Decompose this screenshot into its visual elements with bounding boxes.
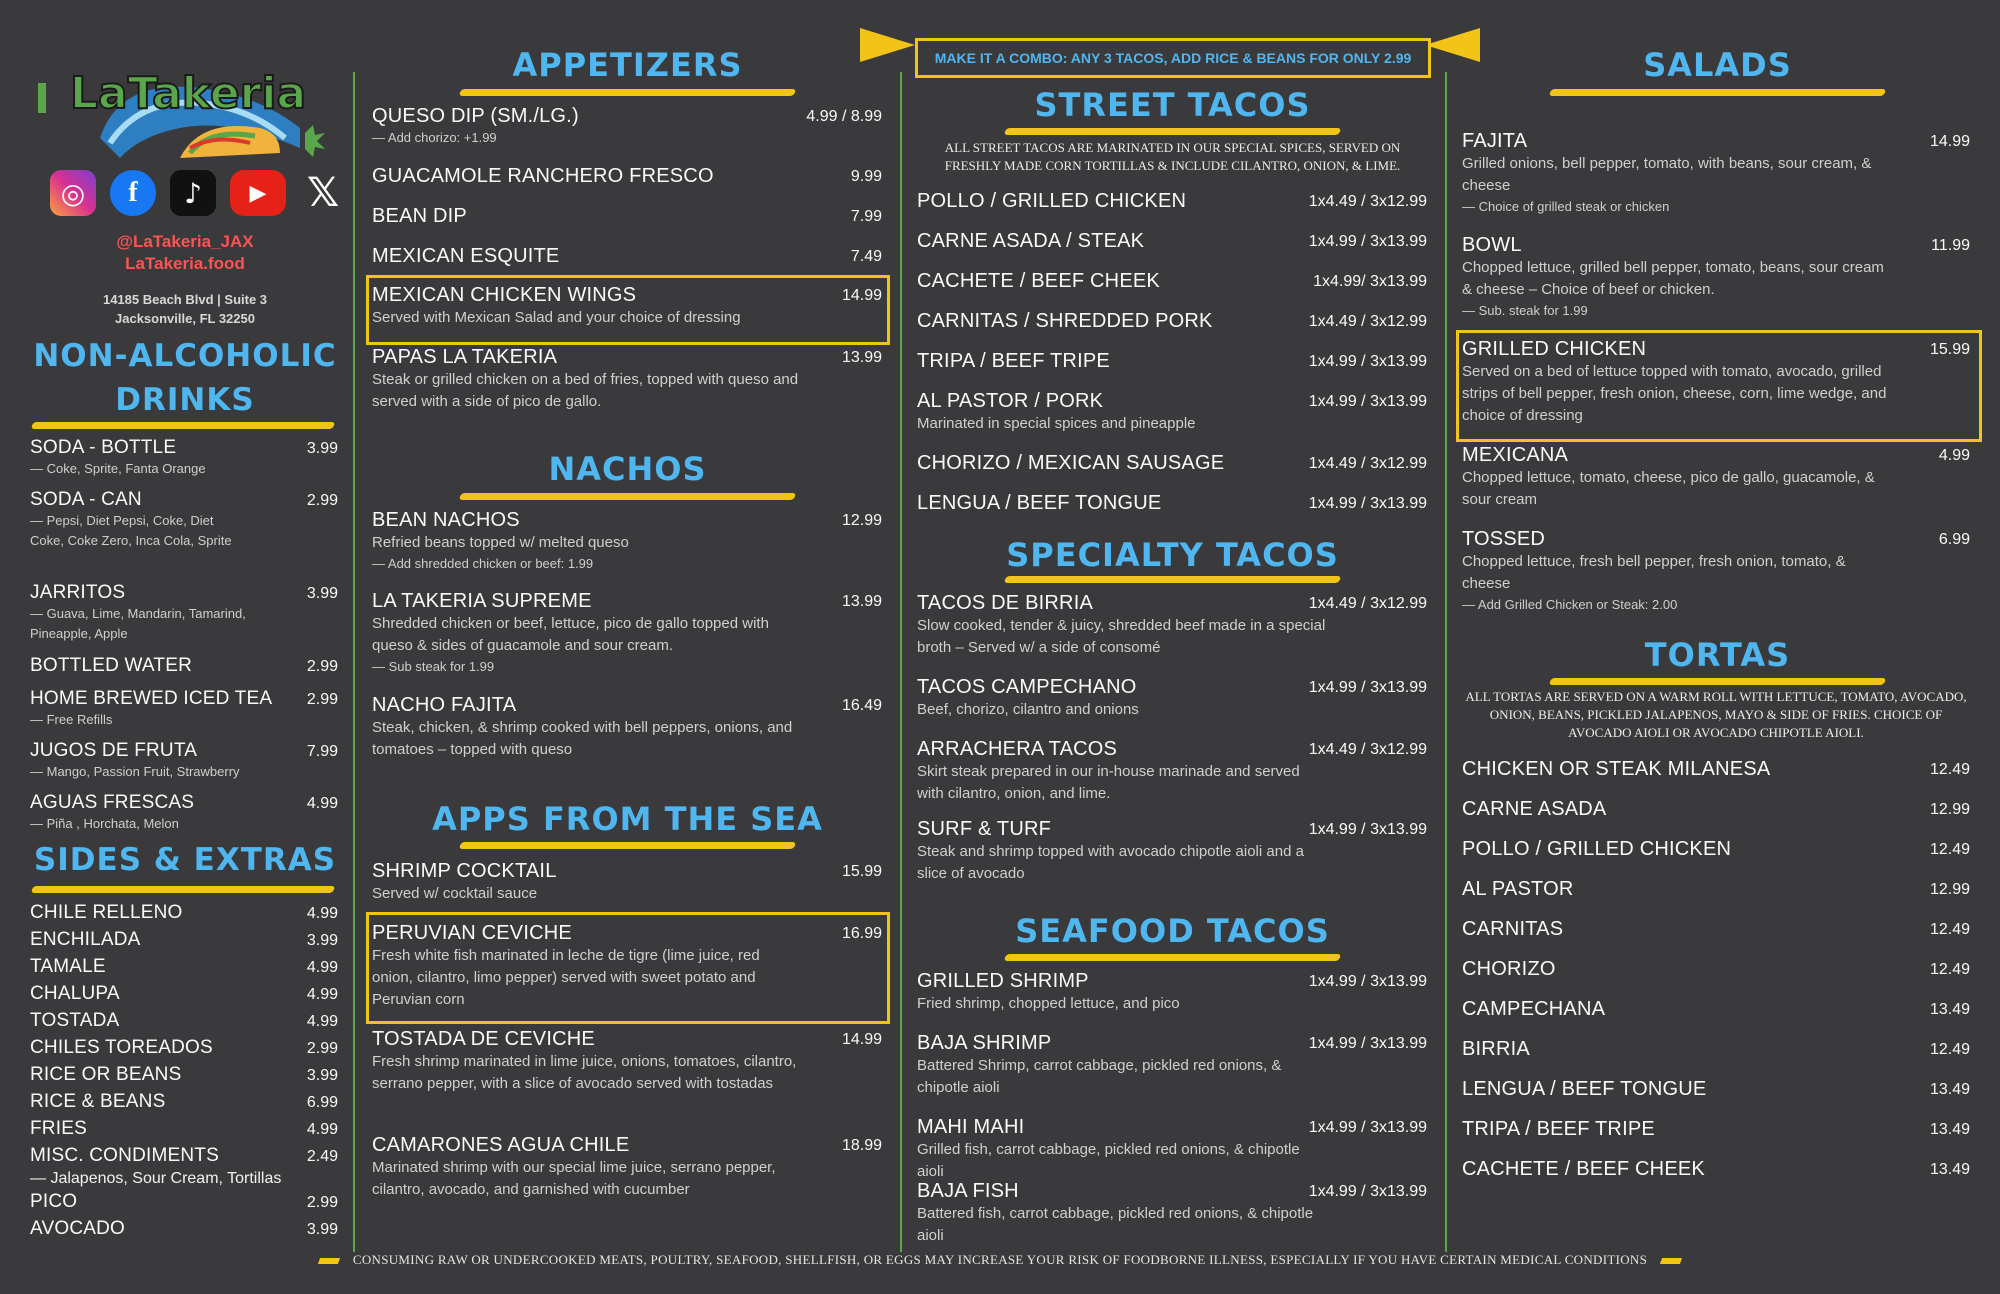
item-price: 1x4.99 / 3x13.99 [1308, 353, 1427, 370]
social-handle[interactable]: @LaTakeria_JAX [116, 232, 254, 251]
menu-item [917, 350, 1427, 373]
street-tacos-blurb: ALL STREET TACOS ARE MARINATED IN OUR SPECIAL SPICES, SERVED ON FRESHLY MADE CORN TORTILLAS & INCLUDE CILANTRO, ONION, & LIME. [944, 140, 1401, 173]
item-description: Served on a bed of lettuce topped with tomato, avocado, grilled strips of bell pepper, fresh onion, cheese, corn, lime wedge, and choice of dressing [1462, 363, 1887, 424]
item-name: CACHETE / BEEF CHEEK [1462, 1158, 1705, 1180]
item-name: JARRITOS [30, 582, 126, 603]
item-name: TOSSED [1462, 528, 1546, 550]
item-price: 2.99 [306, 1040, 338, 1057]
item-price: 7.99 [306, 743, 338, 760]
item-price: 1x4.49 / 3x12.99 [1308, 595, 1427, 612]
item-name: TACOS DE BIRRIA [917, 592, 1093, 614]
menu-item [1462, 798, 1970, 821]
menu-item [1462, 1158, 1970, 1181]
menu-item [917, 1116, 1427, 1183]
item-note: — Coke, Sprite, Fanta Orange [30, 461, 206, 476]
item-name: AGUAS FRESCAS [30, 792, 195, 813]
item-name: GRILLED SHRIMP [917, 970, 1089, 992]
item-price: 1x4.99 / 3x13.99 [1308, 233, 1427, 250]
menu-item [917, 270, 1427, 293]
item-price: 1x4.99 / 3x13.99 [1308, 679, 1427, 696]
item-name: GRILLED CHICKEN [1462, 338, 1647, 360]
menu-item [917, 190, 1427, 213]
menu-item [917, 738, 1427, 805]
item-name: CARNE ASADA [1462, 798, 1607, 820]
menu-item [30, 929, 338, 951]
menu-item [917, 390, 1427, 435]
menu-item [30, 983, 338, 1005]
item-price: 1x4.49 / 3x12.99 [1308, 313, 1427, 330]
item-price: 9.99 [850, 168, 882, 185]
heading-underline [1004, 954, 1342, 961]
item-price: 12.49 [1929, 961, 1970, 978]
menu-item [30, 437, 338, 479]
item-description: Beef, chorizo, cilantro and onions [917, 701, 1139, 718]
item-price: 12.49 [1929, 1041, 1970, 1058]
website-link[interactable]: LaTakeria.food [125, 254, 245, 273]
item-name: CHICKEN OR STEAK MILANESA [1462, 758, 1771, 780]
item-name: TOSTADA DE CEVICHE [372, 1028, 595, 1050]
item-price: 1x4.99 / 3x13.99 [1308, 1119, 1427, 1136]
item-name: CHORIZO / MEXICAN SAUSAGE [917, 452, 1225, 474]
item-price: 2.99 [306, 492, 338, 509]
item-price: 15.99 [1929, 341, 1970, 358]
la-takeria-logo [30, 58, 330, 168]
item-name: RICE OR BEANS [30, 1064, 182, 1085]
menu-item [30, 902, 338, 924]
item-name: JUGOS DE FRUTA [30, 740, 198, 761]
menu-item [917, 970, 1427, 1015]
item-price: 4.99 / 8.99 [806, 108, 882, 125]
item-price: 13.49 [1929, 1121, 1970, 1138]
item-name: BAJA SHRIMP [917, 1032, 1052, 1054]
item-name: CHILE RELLENO [30, 902, 183, 923]
menu-item [372, 1134, 882, 1201]
heading-underline [1549, 89, 1887, 96]
menu-item [917, 1180, 1427, 1247]
menu-item [30, 1064, 338, 1086]
menu-item [1462, 444, 1970, 511]
item-price: 18.99 [841, 1137, 882, 1154]
item-description: Battered Shrimp, carrot cabbage, pickled red onions, & chipotle aioli [917, 1057, 1282, 1096]
seafood-tacos-heading: SEAFOOD TACOS [1015, 912, 1330, 950]
item-name: CHILES TOREADOS [30, 1037, 213, 1058]
item-price: 1x4.99 / 3x13.99 [1308, 1183, 1427, 1200]
item-name: AL PASTOR [1462, 878, 1574, 900]
menu-item [30, 655, 338, 677]
item-price: 4.99 [306, 986, 338, 1003]
item-name: ENCHILADA [30, 929, 141, 950]
item-price: 16.99 [841, 925, 882, 942]
menu-item [917, 1032, 1427, 1099]
item-name: MAHI MAHI [917, 1116, 1025, 1138]
item-price: 3.99 [306, 440, 338, 457]
menu-item [917, 492, 1427, 515]
item-description: Chopped lettuce, tomato, cheese, pico de gallo, guacamole, & sour cream [1462, 469, 1875, 508]
highlight-box [366, 275, 890, 345]
menu-item [372, 509, 882, 574]
item-name: NACHO FAJITA [372, 694, 517, 716]
menu-item [1462, 234, 1970, 321]
menu-item [30, 1191, 338, 1213]
item-name: CARNE ASADA / STEAK [917, 230, 1145, 252]
combo-banner: MAKE IT A COMBO: ANY 3 TACOS, ADD RICE & BEANS FOR ONLY 2.99 [915, 38, 1431, 78]
item-name: TAMALE [30, 956, 106, 977]
heading-underline [459, 842, 797, 849]
item-name: ARRACHERA TACOS [917, 738, 1118, 760]
item-price: 13.49 [1929, 1081, 1970, 1098]
item-price: 1x4.49 / 3x12.99 [1308, 193, 1427, 210]
nachos-heading: NACHOS [548, 450, 707, 488]
drinks-heading: NON-ALCOHOLIC DRINKS [33, 338, 337, 418]
menu-item [372, 590, 882, 677]
salads-heading: SALADS [1643, 46, 1792, 84]
item-price: 15.99 [841, 863, 882, 880]
item-name: SODA - CAN [30, 489, 142, 510]
item-description: Steak or grilled chicken on a bed of fries, topped with queso and served with a side of pico de gallo. [372, 371, 799, 410]
menu-item [372, 105, 882, 148]
item-name: MISC. CONDIMENTS [30, 1145, 219, 1166]
item-price: 4.99 [306, 1121, 338, 1138]
item-price: 1x4.49 / 3x12.99 [1308, 741, 1427, 758]
item-price: 1x4.49 / 3x12.99 [1308, 455, 1427, 472]
menu-item [30, 1091, 338, 1113]
menu-item [1462, 838, 1970, 861]
menu-item [372, 245, 882, 268]
column-divider [353, 72, 355, 1252]
column-divider [900, 72, 902, 1252]
item-price: 12.99 [841, 512, 882, 529]
item-name: CAMPECHANA [1462, 998, 1606, 1020]
condiments-note: — Jalapenos, Sour Cream, Tortillas [30, 1170, 282, 1187]
item-price: 2.99 [306, 658, 338, 675]
item-name: BEAN NACHOS [372, 509, 520, 531]
item-price: 12.99 [1929, 801, 1970, 818]
menu-item [30, 1218, 338, 1240]
x-icon[interactable]: 𝕏 [306, 170, 340, 216]
item-price: 4.99 [306, 1013, 338, 1030]
item-note: — Piña , Horchata, Melon [30, 816, 179, 831]
item-name: CARNITAS / SHREDDED PORK [917, 310, 1213, 332]
item-name: LA TAKERIA SUPREME [372, 590, 592, 612]
item-description: — Add chorizo: +1.99 [372, 130, 497, 145]
menu-item [372, 1028, 882, 1095]
menu-item [917, 676, 1427, 721]
menu-item [917, 310, 1427, 333]
item-description: Served with Mexican Salad and your choice of dressing [372, 309, 741, 326]
svg-text:LaTakeria: LaTakeria [70, 68, 307, 119]
menu-item [1462, 1078, 1970, 1101]
item-price: 4.99 [306, 905, 338, 922]
item-price: 12.99 [1929, 881, 1970, 898]
item-description: Fresh shrimp marinated in lime juice, onions, tomatoes, cilantro, serrano pepper, with a slice of avocado served with tostadas [372, 1053, 797, 1092]
item-name: PICO [30, 1191, 78, 1212]
item-name: PAPAS LA TAKERIA [372, 346, 558, 368]
item-price: 7.99 [850, 208, 882, 225]
item-note: — Sub steak for 1.99 [372, 659, 495, 674]
item-name: SODA - BOTTLE [30, 437, 177, 458]
item-name: BAJA FISH [917, 1180, 1019, 1202]
item-price: 13.49 [1929, 1161, 1970, 1178]
item-description: Shredded chicken or beef, lettuce, pico de gallo topped with queso & sides of guacamole and sour cream. [372, 615, 769, 654]
item-name: BIRRIA [1462, 1038, 1530, 1060]
item-description: Steak and shrimp topped with avocado chipotle aioli and a slice of avocado [917, 843, 1304, 882]
menu-item [30, 740, 338, 782]
item-price: 14.99 [1929, 133, 1970, 150]
address-line1: 14185 Beach Blvd | Suite 3 [102, 292, 268, 307]
menu-item [1462, 878, 1970, 901]
facebook-icon[interactable]: f [110, 170, 156, 216]
menu-item [917, 230, 1427, 253]
item-name: CAMARONES AGUA CHILE [372, 1134, 630, 1156]
heading-underline [1549, 678, 1887, 685]
social-links [50, 170, 346, 216]
item-name: TACOS CAMPECHANO [917, 676, 1137, 698]
menu-item [30, 1010, 338, 1032]
item-name: CARNITAS [1462, 918, 1564, 940]
sides-heading: SIDES & EXTRAS [33, 842, 337, 878]
item-price: 1x4.99 / 3x13.99 [1308, 393, 1427, 410]
menu-item [1462, 998, 1970, 1021]
item-description: Chopped lettuce, fresh bell pepper, fresh onion, tomato, & cheese [1462, 553, 1846, 592]
menu-item [1462, 1118, 1970, 1141]
menu-item [30, 792, 338, 834]
menu-item [1462, 918, 1970, 941]
item-description: Refried beans topped w/ melted queso [372, 534, 629, 551]
item-note: — Free Refills [30, 712, 113, 727]
item-price: 4.99 [1938, 447, 1970, 464]
menu-item [30, 1037, 338, 1059]
menu-item [372, 205, 882, 228]
item-name: MEXICAN ESQUITE [372, 245, 560, 267]
menu-item [30, 582, 338, 644]
item-name: CACHETE / BEEF CHEEK [917, 270, 1160, 292]
item-name: TRIPA / BEEF TRIPE [917, 350, 1110, 372]
heading-underline [459, 89, 797, 96]
item-note: — Sub. steak for 1.99 [1462, 303, 1588, 318]
item-price: 13.49 [1929, 1001, 1970, 1018]
item-description: Served w/ cocktail sauce [372, 885, 538, 902]
health-disclaimer: CONSUMING RAW OR UNDERCOOKED MEATS, POULTRY, SEAFOOD, SHELLFISH, OR EGGS MAY INCREASE YOUR RISK OF FOODBORNE ILLNESS, ESPECIALLY IF YOU HAVE CERTAIN MEDICAL CONDITIONS [300, 1252, 1700, 1268]
menu-item [372, 694, 882, 761]
item-name: BOTTLED WATER [30, 655, 192, 676]
street-tacos-heading: STREET TACOS [1034, 86, 1311, 124]
item-price: 3.99 [306, 1067, 338, 1084]
item-name: QUESO DIP (SM./LG.) [372, 105, 579, 127]
item-name: POLLO / GRILLED CHICKEN [1462, 838, 1732, 860]
item-price: 3.99 [306, 1221, 338, 1238]
item-price: 11.99 [1931, 237, 1970, 254]
item-name: MEXICANA [1462, 444, 1569, 466]
item-name: TRIPA / BEEF TRIPE [1462, 1118, 1655, 1140]
heading-underline [1004, 576, 1342, 583]
item-description: Fried shrimp, chopped lettuce, and pico [917, 995, 1180, 1012]
menu-item [30, 956, 338, 978]
item-price: 12.49 [1929, 761, 1970, 778]
menu-item [1462, 528, 1970, 615]
item-price: 1x4.99 / 3x13.99 [1308, 821, 1427, 838]
item-name: SHRIMP COCKTAIL [372, 860, 557, 882]
specialty-tacos-heading: SPECIALTY TACOS [1006, 536, 1339, 574]
item-price: 12.49 [1929, 921, 1970, 938]
item-name: MEXICAN CHICKEN WINGS [372, 284, 637, 306]
item-price: 2.99 [306, 691, 338, 708]
item-description: Fresh white fish marinated in leche de tigre (lime juice, red onion, cilantro, limo pepper) served with sweet potato and Peruvian corn [372, 947, 760, 1008]
item-note: — Add shredded chicken or beef: 1.99 [372, 556, 594, 571]
menu-item [30, 1145, 338, 1167]
item-description: Skirt steak prepared in our in-house marinade and served with cilantro, onion, and lime. [917, 763, 1300, 802]
item-price: 6.99 [306, 1094, 338, 1111]
item-price: 14.99 [841, 1031, 882, 1048]
item-price: 6.99 [1938, 531, 1970, 548]
item-price: 3.99 [306, 932, 338, 949]
menu-item [1462, 758, 1970, 781]
menu-item [1462, 958, 1970, 981]
menu-item [372, 860, 882, 905]
item-name: BOWL [1462, 234, 1522, 256]
item-name: PERUVIAN CEVICHE [372, 922, 572, 944]
item-name: TOSTADA [30, 1010, 120, 1031]
item-name: HOME BREWED ICED TEA [30, 688, 273, 709]
youtube-icon[interactable]: ▶ [230, 170, 286, 216]
item-description: Chopped lettuce, grilled bell pepper, tomato, beans, sour cream & cheese – Choice of beef or chicken. [1462, 259, 1884, 298]
footer-mark [318, 1258, 340, 1264]
menu-item [372, 165, 882, 188]
item-name: AL PASTOR / PORK [917, 390, 1104, 412]
item-price: 13.99 [841, 349, 882, 366]
instagram-icon[interactable]: ◎ [50, 170, 96, 216]
item-price: 7.49 [850, 248, 882, 265]
item-price: 2.49 [306, 1148, 338, 1165]
item-price: 12.49 [1929, 841, 1970, 858]
address-line2: Jacksonville, FL 32250 [115, 311, 255, 326]
item-note: — Mango, Passion Fruit, Strawberry [30, 764, 240, 779]
menu-item [917, 592, 1427, 659]
item-name: RICE & BEANS [30, 1091, 166, 1112]
item-name: LENGUA / BEEF TONGUE [1462, 1078, 1707, 1100]
footer-mark [1660, 1258, 1682, 1264]
item-price: 16.49 [841, 697, 882, 714]
item-description: Slow cooked, tender & juicy, shredded beef made in a special broth – Served w/ a side of consomé [917, 617, 1326, 656]
item-name: AVOCADO [30, 1218, 126, 1239]
menu-item [917, 452, 1427, 475]
tortas-heading: TORTAS [1644, 636, 1791, 674]
item-price: 1x4.99/ 3x13.99 [1313, 273, 1427, 290]
item-price: 1x4.99 / 3x13.99 [1308, 495, 1427, 512]
menu-item [30, 489, 338, 551]
item-description: Steak, chicken, & shrimp cooked with bell peppers, onions, and tomatoes – topped with queso [372, 719, 793, 758]
menu-item [1462, 130, 1970, 217]
appetizers-heading: APPETIZERS [512, 46, 743, 84]
menu-item [1462, 1038, 1970, 1061]
tortas-blurb: ALL TORTAS ARE SERVED ON A WARM ROLL WITH LETTUCE, TOMATO, AVOCADO, ONION, BEANS, PICKLED JALAPENOS, MAYO & SIDE OF FRIES. CHOICE OF AVOCADO AIOLI OR AVOCADO CHIPOTLE AIOLI. [1465, 689, 1967, 740]
item-price: 14.99 [841, 287, 882, 304]
item-note: — Guava, Lime, Mandarin, Tamarind, Pineapple, Apple [30, 606, 246, 641]
heading-underline [31, 422, 336, 429]
item-name: POLLO / GRILLED CHICKEN [917, 190, 1187, 212]
item-price: 1x4.99 / 3x13.99 [1308, 973, 1427, 990]
tiktok-icon[interactable]: ♪ [170, 170, 216, 216]
item-note: — Choice of grilled steak or chicken [1462, 199, 1670, 214]
item-price: 13.99 [841, 593, 882, 610]
item-price: 2.99 [306, 1194, 338, 1211]
item-description: Battered fish, carrot cabbage, pickled red onions, & chipotle aioli [917, 1205, 1314, 1244]
heading-underline [459, 493, 797, 500]
menu-item [372, 346, 882, 413]
menu-item [30, 1118, 338, 1140]
item-name: FAJITA [1462, 130, 1528, 152]
item-price: 3.99 [306, 585, 338, 602]
sea-heading: APPS FROM THE SEA [432, 800, 823, 838]
item-description: Marinated shrimp with our special lime juice, serrano pepper, cilantro, avocado, and garnished with cucumber [372, 1159, 776, 1198]
item-description: Grilled onions, bell pepper, tomato, with beans, sour cream, & cheese [1462, 155, 1872, 194]
item-name: GUACAMOLE RANCHERO FRESCO [372, 165, 714, 187]
item-name: BEAN DIP [372, 205, 467, 227]
item-price: 4.99 [306, 959, 338, 976]
item-price: 4.99 [306, 795, 338, 812]
menu-item [30, 688, 338, 730]
item-description: Marinated in special spices and pineapple [917, 415, 1196, 432]
item-name: CHALUPA [30, 983, 120, 1004]
item-description: Grilled fish, carrot cabbage, pickled red onions, & chipotle aioli [917, 1141, 1300, 1180]
heading-underline [31, 886, 336, 893]
item-price: 1x4.99 / 3x13.99 [1308, 1035, 1427, 1052]
item-name: LENGUA / BEEF TONGUE [917, 492, 1162, 514]
item-note: — Pepsi, Diet Pepsi, Coke, Diet Coke, Coke Zero, Inca Cola, Sprite [30, 513, 232, 548]
column-divider [1445, 72, 1447, 1252]
heading-underline [1004, 128, 1342, 135]
highlight-box [1456, 330, 1982, 442]
banner-ribbon-left [860, 28, 915, 62]
highlight-box [366, 912, 890, 1024]
item-name: SURF & TURF [917, 818, 1052, 840]
item-name: FRIES [30, 1118, 87, 1139]
item-note: — Add Grilled Chicken or Steak: 2.00 [1462, 597, 1678, 612]
menu-item [917, 818, 1427, 885]
item-name: CHORIZO [1462, 958, 1556, 980]
